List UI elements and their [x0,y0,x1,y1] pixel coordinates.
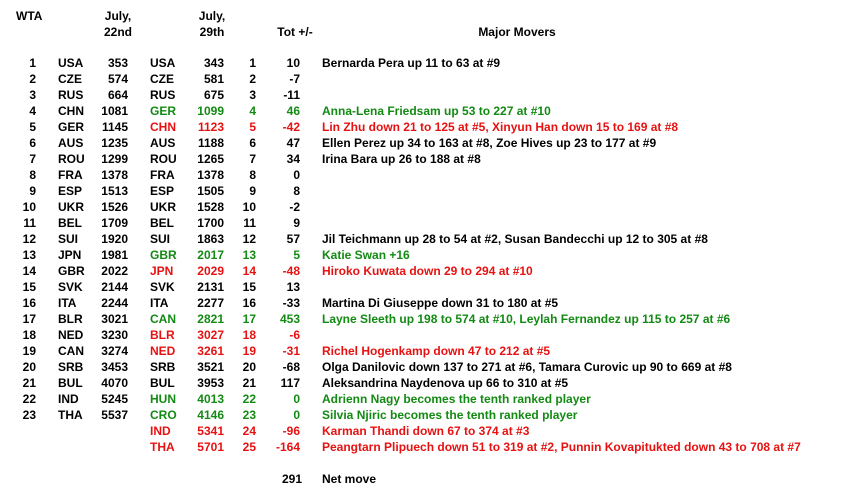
cell-points-22: 574 [107,72,128,86]
cell-points-29: 581 [203,72,224,86]
cell-points-29: 3027 [197,328,224,342]
cell-tot: 46 [286,104,300,118]
cell-points-29: 1700 [197,216,224,230]
cell-mover: Jil Teichmann up 28 to 54 at #2, Susan Bandecchi up 12 to 305 at #8 [322,232,708,246]
cell-rank-22: 20 [22,360,36,374]
cell-points-22: 5245 [101,392,128,406]
cell-mover: Olga Danilovic down 137 to 271 at #6, Tamara Curovic up 90 to 669 at #8 [322,360,732,374]
cell-points-22: 5537 [101,408,128,422]
net-move-value: 291 [281,472,302,486]
cell-points-29: 3261 [197,344,224,358]
cell-mover: Anna-Lena Friedsam up 53 to 227 at #10 [322,104,551,118]
cell-mover: Hiroko Kuwata down 29 to 294 at #10 [322,264,533,278]
table-row [0,263,868,279]
cell-points-22: 1709 [101,216,128,230]
cell-country-22: GER [58,120,85,134]
cell-tot: 453 [279,312,300,326]
table-row [0,71,868,87]
cell-points-22: 664 [107,88,128,102]
cell-tot: 0 [293,408,300,422]
table-row [0,151,868,167]
cell-tot: -164 [275,440,300,454]
header-july-29 [190,8,234,40]
cell-points-29: 1378 [197,168,224,182]
cell-mover: Silvia Njiric becomes the tenth ranked player [322,408,578,422]
header-july-22-line2: 22nd [103,25,132,39]
cell-points-29: 2017 [197,248,224,262]
cell-rank-29: 13 [242,248,256,262]
cell-country-22: CZE [58,72,82,86]
cell-rank-29: 11 [243,216,256,230]
table-row [0,295,868,311]
cell-points-29: 1505 [197,184,224,198]
cell-country-29: ROU [150,152,177,166]
cell-mover: Lin Zhu down 21 to 125 at #5, Xinyun Han down 15 to 169 at #8 [322,120,679,134]
cell-rank-29: 17 [242,312,256,326]
cell-rank-22: 15 [22,280,36,294]
cell-rank-29: 9 [249,184,256,198]
table-row [0,247,868,263]
cell-rank-22: 10 [22,200,36,214]
cell-tot: 0 [293,392,300,406]
cell-rank-22: 21 [22,376,36,390]
cell-rank-22: 22 [22,392,36,406]
cell-country-29: GER [150,104,177,118]
table-row [0,103,868,119]
cell-rank-29: 4 [249,104,256,118]
cell-rank-22: 19 [22,344,36,358]
cell-tot: 10 [286,56,300,70]
cell-country-22: JPN [58,248,82,262]
cell-country-29: USA [150,56,176,70]
cell-country-22: ITA [58,296,77,310]
cell-points-29: 4013 [197,392,224,406]
cell-tot: -6 [289,328,300,342]
cell-rank-22: 11 [23,216,36,230]
cell-tot: 8 [293,184,300,198]
cell-country-29: CHN [150,120,176,134]
cell-rank-22: 18 [22,328,36,342]
cell-country-29: GBR [150,248,177,262]
cell-rank-29: 15 [242,280,256,294]
cell-rank-22: 16 [22,296,36,310]
header-wta: WTA [16,9,43,23]
cell-mover: Aleksandrina Naydenova up 66 to 310 at #5 [322,376,569,390]
cell-country-29: CZE [150,72,174,86]
cell-rank-22: 1 [29,56,36,70]
cell-tot: 0 [293,168,300,182]
cell-points-22: 1299 [101,152,128,166]
cell-country-29: ESP [150,184,175,198]
cell-country-29: CRO [150,408,177,422]
cell-country-22: BEL [58,216,82,230]
cell-points-29: 1099 [197,104,224,118]
cell-rank-29: 23 [242,408,256,422]
cell-mover: Adrienn Nagy becomes the tenth ranked player [322,392,591,406]
table-row [0,135,868,151]
cell-mover: Karman Thandi down 67 to 374 at #3 [322,424,530,438]
cell-country-29: BEL [150,216,174,230]
cell-points-29: 675 [203,88,224,102]
net-move-label: Net move [322,472,377,486]
cell-rank-29: 18 [242,328,256,342]
cell-mover: Katie Swan +16 [322,248,410,262]
cell-points-22: 3274 [101,344,128,358]
cell-country-29: SUI [150,232,171,246]
cell-country-29: HUN [150,392,176,406]
header-july-29-line2: 29th [199,25,225,39]
cell-mover: Richel Hogenkamp down 47 to 212 at #5 [322,344,551,358]
cell-points-29: 1863 [197,232,224,246]
cell-points-22: 1145 [101,120,128,134]
cell-points-22: 1081 [101,104,128,118]
cell-country-29: NED [150,344,176,358]
cell-points-29: 3953 [197,376,224,390]
cell-tot: -42 [282,120,300,134]
cell-tot: -68 [282,360,300,374]
cell-points-22: 3021 [101,312,128,326]
cell-points-29: 2131 [197,280,224,294]
cell-rank-22: 9 [29,184,36,198]
header-july-22 [96,8,140,40]
cell-mover: Irina Bara up 26 to 188 at #8 [322,152,481,166]
table-row [0,183,868,199]
cell-points-29: 1123 [197,120,224,134]
cell-rank-29: 12 [242,232,256,246]
cell-country-22: SVK [58,280,83,294]
cell-rank-22: 23 [22,408,36,422]
cell-tot: -96 [282,424,300,438]
header-tot: Tot +/- [277,25,313,39]
cell-tot: -31 [282,344,300,358]
cell-rank-22: 14 [22,264,36,278]
cell-rank-29: 21 [242,376,256,390]
cell-points-29: 3521 [197,360,224,374]
cell-points-22: 1378 [101,168,128,182]
table-row [0,311,868,327]
cell-rank-29: 5 [249,120,256,134]
cell-country-29: IND [150,424,171,438]
cell-points-29: 1188 [197,136,224,150]
cell-country-22: BUL [58,376,83,390]
cell-rank-29: 7 [249,152,256,166]
cell-points-29: 4146 [197,408,224,422]
cell-rank-29: 3 [249,88,256,102]
cell-points-29: 343 [203,56,224,70]
cell-tot: 13 [286,280,300,294]
table-row [0,87,868,103]
cell-points-22: 1513 [101,184,128,198]
cell-points-29: 1265 [197,152,224,166]
cell-points-29: 2277 [197,296,224,310]
cell-country-22: FRA [58,168,83,182]
table-row [0,407,868,423]
cell-tot: 9 [293,216,300,230]
cell-country-22: UKR [58,200,84,214]
table-row [0,279,868,295]
cell-points-22: 3453 [101,360,128,374]
cell-country-22: CHN [58,104,84,118]
cell-tot: 57 [286,232,300,246]
cell-country-29: JPN [150,264,174,278]
cell-rank-29: 20 [242,360,256,374]
cell-country-29: AUS [150,136,176,150]
cell-points-22: 4070 [101,376,128,390]
cell-rank-22: 3 [29,88,36,102]
table-row [0,55,868,71]
cell-rank-22: 7 [29,152,36,166]
table-row [0,215,868,231]
cell-rank-29: 14 [242,264,256,278]
table-row [0,343,868,359]
cell-country-29: FRA [150,168,175,182]
table-row [0,199,868,215]
cell-country-22: SUI [58,232,79,246]
table-row [0,359,868,375]
cell-country-29: BUL [150,376,175,390]
cell-rank-22: 12 [22,232,36,246]
cell-country-22: IND [58,392,79,406]
cell-points-22: 2022 [101,264,128,278]
table-row [0,439,868,455]
cell-tot: -11 [283,88,300,102]
cell-rank-29: 10 [242,200,256,214]
table-row [0,231,868,247]
cell-points-22: 1920 [101,232,128,246]
cell-country-29: THA [150,440,175,454]
cell-country-22: BLR [58,312,83,326]
cell-rank-29: 1 [249,56,256,70]
cell-mover: Bernarda Pera up 11 to 63 at #9 [322,56,501,70]
header-july-29-line1: July, [198,9,226,23]
table-row [0,327,868,343]
cell-country-29: RUS [150,88,176,102]
table-row [0,119,868,135]
cell-country-22: AUS [58,136,84,150]
table-row [0,167,868,183]
cell-country-29: SVK [150,280,175,294]
cell-country-22: USA [58,56,84,70]
cell-rank-29: 8 [249,168,256,182]
cell-country-29: UKR [150,200,176,214]
cell-mover: Martina Di Giuseppe down 31 to 180 at #5 [322,296,559,310]
cell-country-29: BLR [150,328,175,342]
cell-points-29: 5701 [197,440,224,454]
cell-rank-22: 8 [29,168,36,182]
cell-tot: 47 [286,136,300,150]
cell-rank-29: 2 [249,72,256,86]
cell-mover: Ellen Perez up 34 to 163 at #8, Zoe Hives up 23 to 177 at #9 [322,136,657,150]
cell-tot: 5 [293,248,300,262]
cell-points-22: 1981 [101,248,128,262]
cell-points-22: 2144 [101,280,128,294]
table-row [0,423,868,439]
cell-country-22: NED [58,328,84,342]
cell-rank-29: 19 [242,344,256,358]
cell-rank-29: 25 [242,440,256,454]
cell-rank-29: 16 [242,296,256,310]
cell-rank-22: 2 [29,72,36,86]
cell-country-29: SRB [150,360,176,374]
table-row [0,375,868,391]
cell-rank-22: 4 [29,104,36,118]
cell-country-22: THA [58,408,83,422]
rankings-table [0,55,868,455]
cell-country-22: GBR [58,264,85,278]
header-major-movers: Major Movers [478,25,556,39]
cell-rank-29: 6 [249,136,256,150]
cell-points-22: 1526 [101,200,128,214]
cell-points-22: 2244 [101,296,128,310]
cell-rank-22: 17 [22,312,36,326]
cell-mover: Peangtarn Plipuech down 51 to 319 at #2, Punnin Kovapitukted down 43 to 708 at #7 [322,440,801,454]
cell-tot: -33 [282,296,300,310]
cell-points-29: 1528 [197,200,224,214]
cell-points-22: 3230 [101,328,128,342]
cell-tot: -2 [289,200,300,214]
cell-country-22: SRB [58,360,84,374]
cell-points-22: 1235 [101,136,128,150]
cell-country-29: ITA [150,296,169,310]
cell-rank-29: 24 [242,424,256,438]
cell-points-29: 5341 [197,424,224,438]
cell-rank-22: 13 [22,248,36,262]
cell-tot: 34 [286,152,300,166]
table-row [0,391,868,407]
cell-mover: Layne Sleeth up 198 to 574 at #10, Leylah Fernandez up 115 to 257 at #6 [322,312,731,326]
cell-country-22: ESP [58,184,83,198]
cell-tot: -7 [289,72,300,86]
cell-country-22: RUS [58,88,84,102]
cell-rank-29: 22 [242,392,256,406]
cell-points-29: 2821 [197,312,224,326]
cell-tot: 117 [280,376,300,390]
cell-points-22: 353 [107,56,128,70]
cell-tot: -48 [282,264,300,278]
cell-rank-22: 6 [29,136,36,150]
cell-country-22: ROU [58,152,85,166]
header-july-22-line1: July, [104,9,132,23]
cell-points-29: 2029 [197,264,224,278]
cell-country-29: CAN [150,312,176,326]
cell-country-22: CAN [58,344,84,358]
cell-rank-22: 5 [29,120,36,134]
